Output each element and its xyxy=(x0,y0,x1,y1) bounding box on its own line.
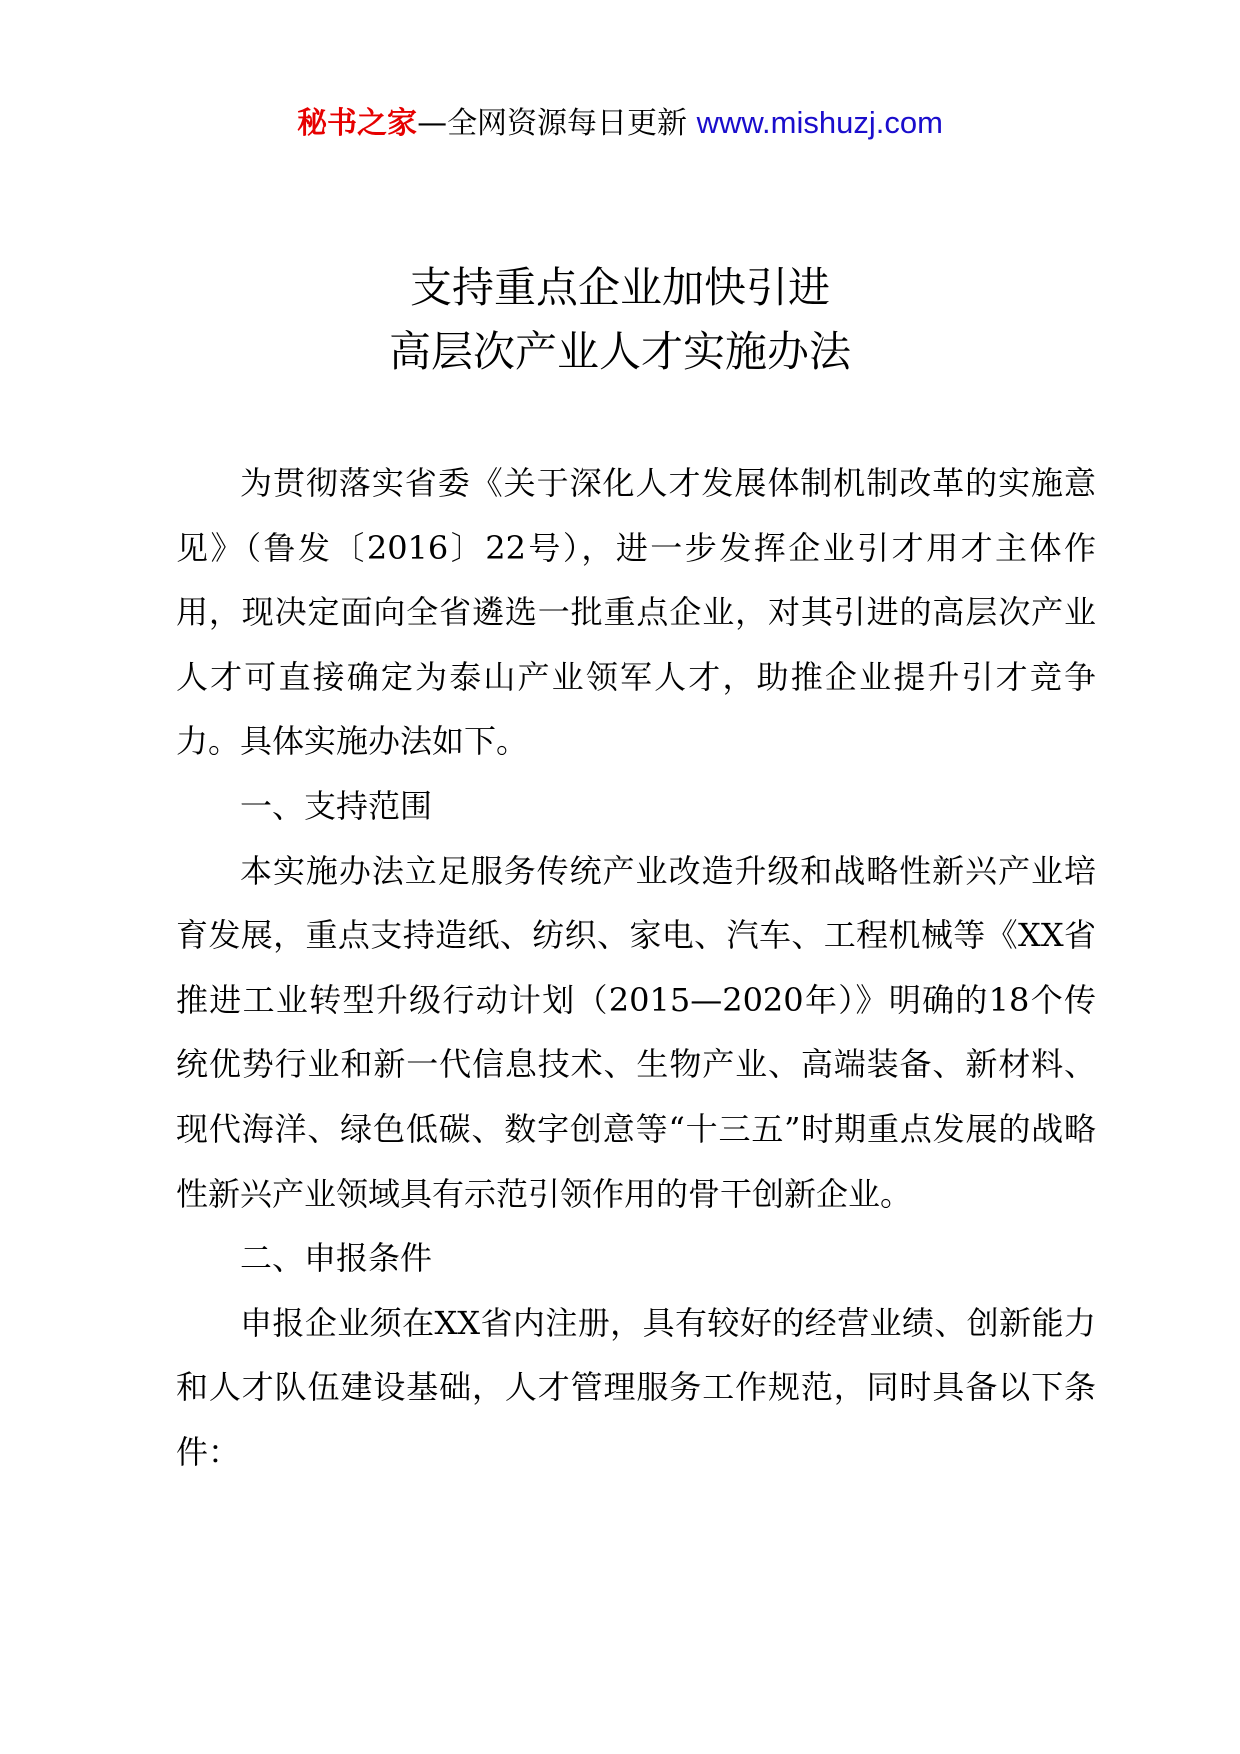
section-heading-scope: 一、支持范围 xyxy=(240,786,433,825)
title-line-1: 支持重点企业加快引进 xyxy=(409,263,830,312)
conditions-paragraph: 申报企业须在XX省内注册，具有较好的经营业绩、创新能力和人才队伍建设基础，人才管理服务工作规范，同时具备以下条件： xyxy=(176,1303,1096,1471)
title-line-2: 高层次产业人才实施办法 xyxy=(388,327,851,376)
header-tagline: —全网资源每日更新 xyxy=(417,106,688,141)
intro-paragraph: 为贯彻落实省委《关于深化人才发展体制机制改革的实施意见》（鲁发〔2016〕22号），进一步发挥企业引才用才主体作用，现决定面向全省遴选一批重点企业，对其引进的高层次产业人才可直接确定为泰山产业领军人才，助推企业提升引才竞争力。具体实施办法如下。 xyxy=(176,464,1096,761)
brand-name: 秘书之家 xyxy=(297,106,418,141)
watermark-header xyxy=(0,100,1240,147)
document-body xyxy=(176,451,1096,1485)
document-title xyxy=(0,256,1240,384)
scope-paragraph: 本实施办法立足服务传统产业改造升级和战略性新兴产业培育发展，重点支持造纸、纺织、家电、汽车、工程机械等《XX省推进工业转型升级行动计划（2015—2020年）》明确的18个传统优势行业和新一代信息技术、生物产业、高端装备、新材料、现代海洋、绿色低碳、数字创意等“十三五”时期重点发展的战略性新兴产业领域具有示范引领作用的骨干创新企业。 xyxy=(176,851,1096,1213)
section-heading-conditions: 二、申报条件 xyxy=(240,1239,433,1278)
site-url-link[interactable]: www.mishuzj.com xyxy=(696,105,943,140)
